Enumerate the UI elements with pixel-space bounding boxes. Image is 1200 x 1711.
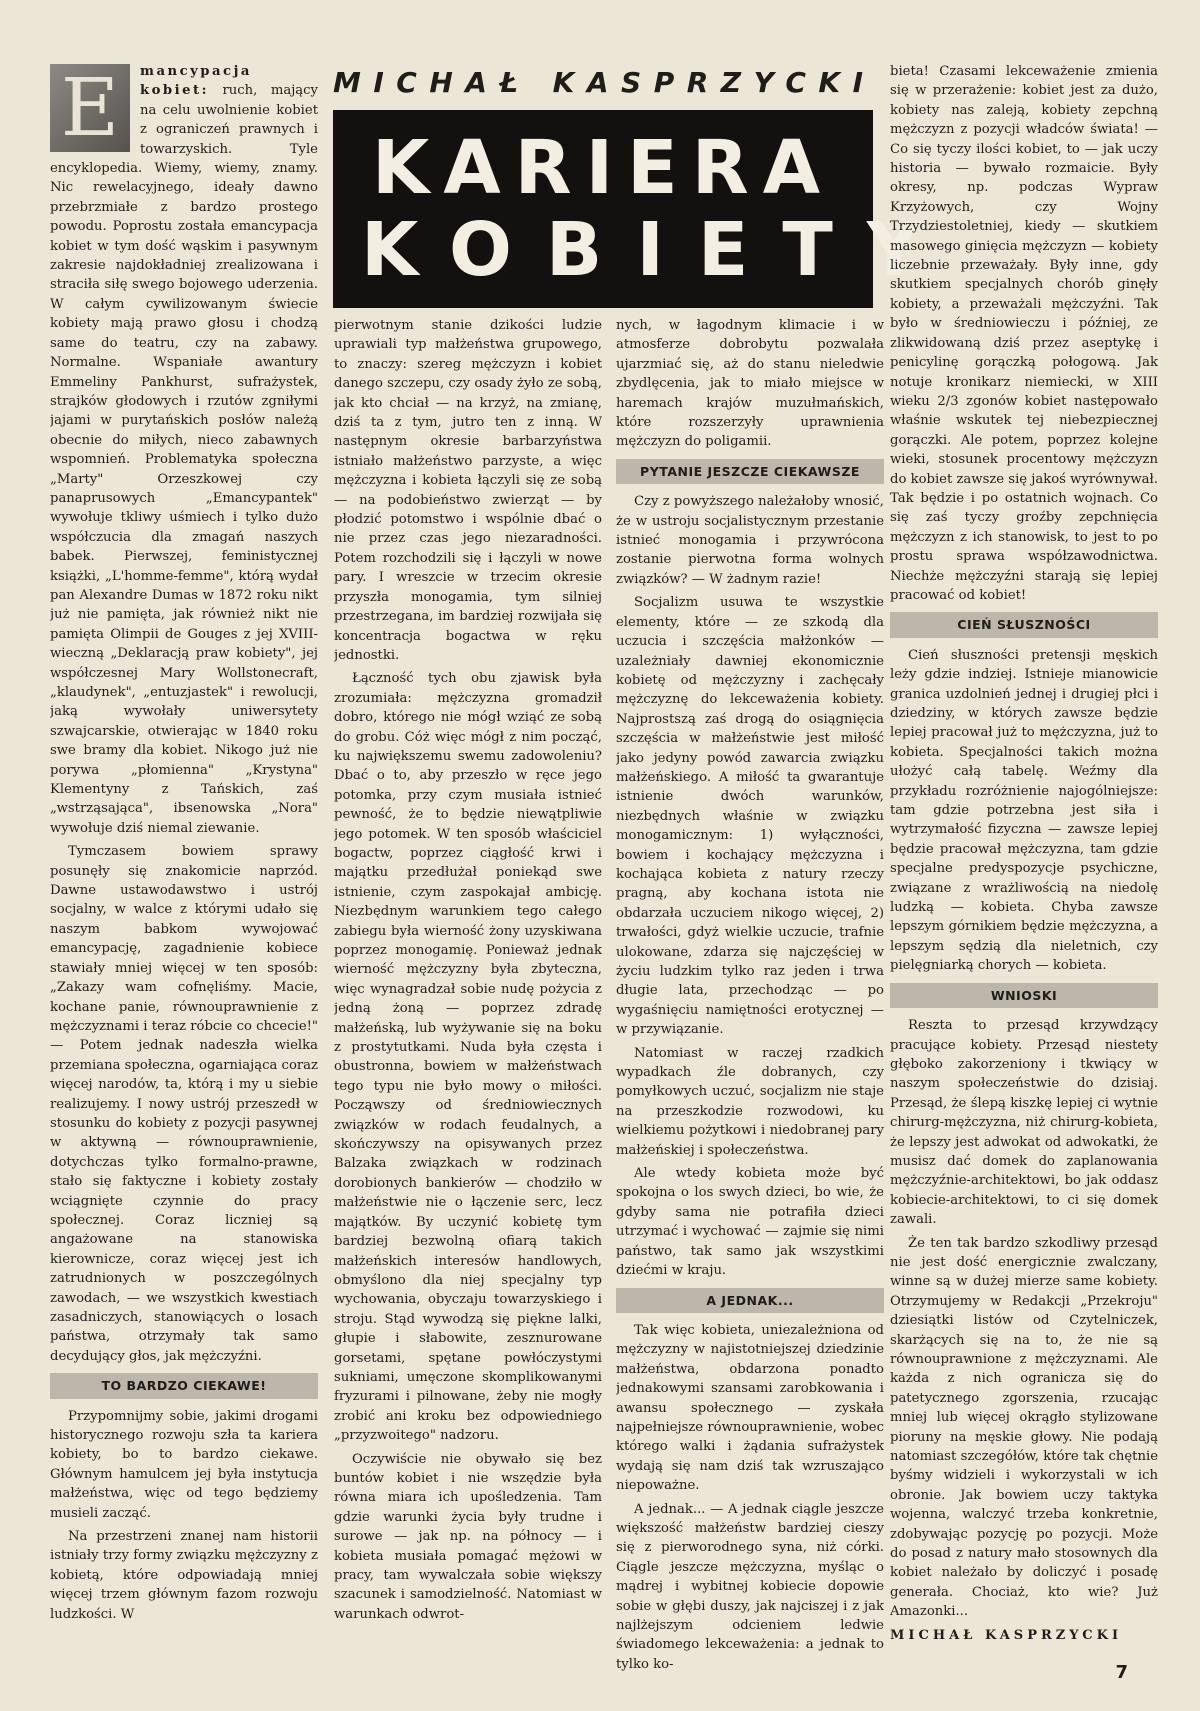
paragraph: Tak więc kobieta, uniezależniona od mężczyzny w najistotniejszej dziedzinie małżeństwa, obdarzona ponadto jednakowymi szansami zarobkowania i awansu społecznego — zyskała najpełniejsze równouprawnienie, wobec którego walki i żądania sufrażystek wydają się nam dziś tak wzruszająco niepoważne. — [616, 1322, 884, 1494]
paragraph: Przypomnijmy sobie, jakimi drogami historycznego rozwoju szła ta kariera kobiety, bo to bardzo ciekawe. Głównym hamulcem jej była instytucja małżeństwa, więc od tego będziemy musieli zacząć. — [50, 1408, 318, 1521]
paragraph: Ale wtedy kobieta może być spokojna o los swych dzieci, bo wie, że gdyby sama nie potrafiła dzieci utrzymać i wychować — zajmie się nimi państwo, tak samo jak wszystkimi dziećmi w kraju. — [616, 1166, 884, 1279]
title-block — [333, 110, 955, 308]
paragraph: Socjalizm usuwa te wszystkie elementy, które — ze szkodą dla uczucia i szczęścia małżonków — uzależniały dawniej ekonomicznie kobietę od mężczyzny i zachęcały mężczyznę do lekceważenia kobiety. Najprostszą zaś drogą do osiągnięcia szczęścia w małżeństwie jest miłość jako jedyny powód zawarcia związku małżeńskiego. A miłość ta gwarantuje istnienie dwóch warunków, niezbędnych właśnie w związku monogamicznym: 1) wyłączności, bowiem i kochający mężczyzna i kochająca kobieta z natury rzeczy pragną, aby kochana istota nie obdarzała uczuciem nikogo więcej, 2) trwałości, gdyż wielkie uczucie, trafnie ulokowane, zdarza się najczęściej w życiu ludzkim tylko raz jeden i trwa długie lata, przechodząc — po wygaśnięciu namiętności erotycznej — w przywiązanie. — [616, 595, 884, 1038]
drop-cap: E — [50, 64, 130, 152]
paragraph: Że ten tak bardzo szkodliwy przesąd nie jest dość energicznie zwalczany, winne są w dużej mierze same kobiety. Otrzymujemy w Redakcji „Przekroju" dziesiątki listów od Czytelniczek, skarżących się na to, że nie są równouprawnione z mężczyznami. Ale każda z nich ogranicza się do patetycznego zgorszenia, rzucając mniej lub więcej okrągło stylizowane pioruny na męskie głowy. Nie podają natomiast szczegółów, które tak chętnie byśmy widzieli i wykorzystali w ich obronie. Jak bowiem uczy taktyka wojenna, walczyć trzeba konkretnie, zdobywając pozycję po pozycji. Może do posad z natury mało stosownych dla kobiet należało by doliczyć i posadę generała. Chociaż, kto wie? Już Amazonki... — [890, 1235, 1158, 1620]
title-line-2: KOBIETY — [361, 207, 955, 293]
paragraph — [50, 62, 318, 838]
paragraph: nych, w łagodnym klimacie i w atmosferze dobrobytu pozwalała ujarzmiać się, aż do stanu nieledwie zbydlęcenia, jak to miało miejsce w haremach krajów muzułmańskich, które rozszerzyły uprawnienia mężczyzn do poligamii. — [616, 318, 884, 450]
paragraph: Natomiast w raczej rzadkich wypadkach źle dobranych, czy pomyłkowych uczuć, socjalizm nie staje na przeszkodzie rozwodowi, ku wielkiemu pożytkowi i niedobranej pary małżeńskiej i społeczeństwa. — [616, 1045, 884, 1158]
paragraph: A jednak... — A jednak ciągle jeszcze większość małżeństw bardziej cieszy się z pierworodnego syna, niż córki. Ciągle jeszcze mężczyzna, myśląc o mądrej i wybitnej kobiecie dopowie sobie w głębi duszy, jak najciszej i z jak najlżejszym odcieniem ledwie świadomego lekceważenia: a jednak to tylko ko- — [616, 1501, 884, 1672]
paragraph: pierwotnym stanie dzikości ludzie uprawiali typ małżeństwa grupowego, to znaczy: szereg mężczyzn i kobiet danego szczepu, czy osady żyło ze sobą, jak kto chciał — na krzyż, na zmianę, dziś ta z tym, jutro ten z inną. W następnym okresie barbarzyństwa istniało małżeństwo parzyste, a więc mężczyzna i kobieta łączyli się ze sobą — na podobieństwo zwierząt — by płodzić potomstwo i wspólnie dbać o nie przez czas jego niezaradności. Potem rozchodzili się i łączyli w nowe pary. I wreszcie w trzecim okresie przyszła monogamia, tym silniej przestrzegana, im bardziej rozwijała się koncentracja bogactwa w ręku jednostki. — [334, 318, 602, 663]
subheading: CIEŃ SŁUSZNOŚCI — [890, 612, 1158, 637]
paragraph: Oczywiście nie obywało się bez buntów kobiet i nie wszędzie była równa miara ich upośledzenia. Tam gdzie warunki życia były trudne i surowe — jak np. na północy — i kobieta musiała pomagać mężowi w pracy, tam wywalczała sobie większy szacunek i samodzielność. Natomiast w warunkach odwrot- — [334, 1451, 602, 1622]
paragraph-text: ruch, mający na celu uwolnienie kobiet z ograniczeń prawnych i towarzyskich. Tyle encyklopedia. Wiemy, wiemy, znamy. Nic rewelacyjnego, ideały dawno przebrzmiałe z bardzo prostego powodu. Poprostu została emancypacja kobiet w tym dość wąskim i pasywnym zakresie najdokładniej zrealizowana i straciła siłę swego bojowego uderzenia. W całym cywilizowanym świecie kobiety mają prawo głosu i chodzą same do teatru, czy na zabawy. Normalne. Wspaniałe awantury Emmeliny Pankhurst, sufrażystek, strajków głodowych i rzutów zgniłymi jajami w purytańskich posłów należą obecnie do miłych, nieco zabawnych wspomnień. Problematyka społeczna „Marty" Orzeszkowej czy panaprusowych „Emancypantek" wywołuje tkliwy uśmiech i tylko dużo współczucia dla zmagań naszych babek. Pierwszej, feministycznej książki, „L'homme-femme", którą wydał pan Alexandre Dumas w 1872 roku nikt już nie pamięta, jak również nikt nie pamięta Olimpii de Gouges z jej XVIII-wieczną „Deklaracją praw kobiety", jej współczesnej Mary Wollstonecraft, „klaudynek", „entuzjastek" i rewolucji, jaką wywołały uniwersytety szwajcarskie, otwierając w 1840 roku swe bramy dla kobiet. Nikogo już nie porywa „płomienna" „Krystyna" Klementyny z Tańskich, zaś „wstrząsająca", ibsenowska „Nora" wywołuje dziś niemal ziewanie. — [50, 83, 318, 836]
paragraph: Łączność tych obu zjawisk była zrozumiała: mężczyzna gromadził dobro, którego nie mógł wziąć ze sobą do grobu. Cóż więc mógł z nim począć, ku największemu swemu zadowoleniu? Dbać o to, aby przeszło w ręce jego potomka, przy czym musiała istnieć pewność, że to będzie niewątpliwie jego potomek. W ten sposób właściciel bogactw, poprzez ciągłość krwi i majątku przedłużał poniekąd swe istnienie, czym zaspokajał ambicję. Niezbędnym warunkiem tego całego zabiegu była wierność żony uzyskiwana poprzez monogamię. Ponieważ jednak wierność mężczyzny była zbyteczna, więc wynagradzał sobie nudę pożycia z jedną żoną — poprzez zdradę małżeńską, lub wyżywanie się na boku z prostytutkami. Nuda była częsta i obustronna, bowiem w małżeństwach tego typu nie było mowy o miłości. Począwszy od średniowiecznych związków w rodach feudalnych, a skończywszy na opisywanych przez Balzaka związkach w rodzinach dorobionych bankierów — chodziło w małżeństwie nie o łączenie serc, lecz majątków. By uczynić kobietę tym bardziej bezwolną ofiarą takich małżeńskich interesów handlowych, obmyślono dla niej specjalny typ wychowania, obyczaju towarzyskiego i stroju. Stąd wywodzą się piękne lalki, głupie i słabowite, zesznurowane gorsetami, spętane powłóczystymi sukniami, umęczone skomplikowanymi fryzurami i pilnowane, żeby nie mogły zrobić ani kroku bez odpowiedniego „przyzwoitego" nadzoru. — [334, 671, 602, 1444]
paragraph: Na przestrzeni znanej nam historii istniały trzy formy związku mężczyzny z kobietą, które odpowiadają mniej więcej trzem głównym fazom rozwoju ludzkości. W — [50, 1529, 318, 1622]
subheading: TO BARDZO CIEKAWE! — [50, 1373, 318, 1398]
column-2 — [334, 316, 602, 1680]
lead-in: mancypacja kobiet: — [140, 64, 252, 99]
column-3 — [616, 316, 884, 1680]
column-1 — [50, 62, 318, 1680]
paragraph: Reszta to przesąd krzywdzący pracujące kobiety. Przesąd niestety głęboko zakorzeniony i tkwiący w naszym społeczeństwie do dzisiaj. Przesąd, że ślepą kiszkę lepiej ci wytnie chirurg-mężczyzna, niż chirurg-kobieta, że lepszy jest adwokat od adwokatki, że musisz dać domek do zaplanowania mężczyźnie-architektowi, bo jak oddasz kobiecie-architektowi, to ci się domek zawali. — [890, 1018, 1158, 1228]
subheading: PYTANIE JESZCZE CIEKAWSZE — [616, 459, 884, 484]
paragraph: Tymczasem bowiem sprawy posunęły się znakomicie naprzód. Dawne ustawodawstwo i ustrój socjalny, w walce z którymi udało się naszym babkom wywojować emancypację, zagadnienie kobiece stawiały mniej więcej w ten sposób: „Zakazy wam cofnęliśmy. Macie, kochane panie, równouprawnienie z mężczyznami i teraz róbcie co chcecie!" — Potem jednak nadeszła wielka przemiana społeczna, ogarniająca coraz więcej narodów, ta, którą i my u siebie realizujemy. I nowy ustrój przeszedł w stosunku do kobiety z pozycji pasywnej w aktywną — równouprawnienie, dotychczas tylko formalno-prawne, stało się faktyczne i kobiety zostały wciągnięte czynnie do pracy społecznej. Coraz liczniej są angażowane na stanowiska kierownicze, coraz więcej jest ich zatrudnionych w poszczególnych zawodach, — we wszystkich kwestiach zasadniczych, stanowiących o losach państwa, otrzymały tak samo decydujący głos, jak mężczyźni. — [50, 844, 318, 1364]
paragraph: bieta! Czasami lekceważenie zmienia się w przerażenie: kobiet jest za dużo, kobiety nas zaleją, kobiety zepchną mężczyzn z pozycji władców świata! — Co się tyczy ilości kobiet, to — jak uczy historia — bywało rozmaicie. Były okresy, np. podczas Wypraw Krzyżowych, czy Wojny Trzydziestoletniej, kiedy — skutkiem masowego ginięcia mężczyzn — kobiety liczebnie przeważały. Były inne, gdy skutkiem specjalnych chorób ginęły kobiety, a przeważali mężczyźni. Tak było w średniowieczu i później, ze zlikwidowaną dziś przez aseptykę i penicylinę gorączką połogową. Jak notuje kronikarz niemiecki, w XIII wieku 2/3 zgonów kobiet następowało właśnie wskutek tej niebezpiecznej gorączki. Ale potem, poprzez kolejne wieki, stosunek procentowy mężczyzn do kobiet zawsze się jakoś wyrównywał. Tak będzie i po ostatnich wojnach. Co się zaś tyczy groźby zepchnięcia mężczyzn z ich stanowisk, to jest to po prostu sprawa współzawodnictwa. Niechże mężczyźni starają się lepiej pracować od kobiet! — [890, 64, 1158, 603]
paragraph: Czy z powyższego należałoby wnosić, że w ustroju socjalistycznym przestanie istnieć monogamia i przywrócona zostanie pierwotna forma wolnych związków? — W żadnym razie! — [616, 494, 884, 587]
article-header — [333, 62, 955, 316]
signature: MICHAŁ KASPRZYCKI — [890, 1627, 1123, 1643]
author-name: MICHAŁ KASPRZYCKI — [333, 66, 876, 99]
page-number: 7 — [1115, 1662, 1128, 1683]
subheading: A JEDNAK... — [616, 1288, 884, 1313]
paragraph: Cień słuszności pretensji męskich leży gdzie indziej. Istnieje mianowicie granica uzdolnień jednej i drugiej płci i dziedziny, w których zawsze będzie lepiej pracował już to mężczyzna, już to kobieta. Specjalności takich można ułożyć całą tabelę. Weźmy dla przykładu rozróżnienie najogólniejsze: tam gdzie potrzebna jest siła i wytrzymałość fizyczna — zawsze lepiej będzie pracował mężczyzna, tam gdzie specjalne predyspozycje psychiczne, związane z wrażliwością na niedolę ludzką — kobieta. Chyba zawsze lepszym górnikiem będzie mężczyzna, a lepszym sędzią dla nieletnich, czy pielęgniarką chorych — kobieta. — [890, 647, 1158, 974]
title-line-1: KARIERA — [372, 125, 834, 211]
subheading: WNIOSKI — [890, 983, 1158, 1008]
column-4 — [890, 62, 1158, 1680]
